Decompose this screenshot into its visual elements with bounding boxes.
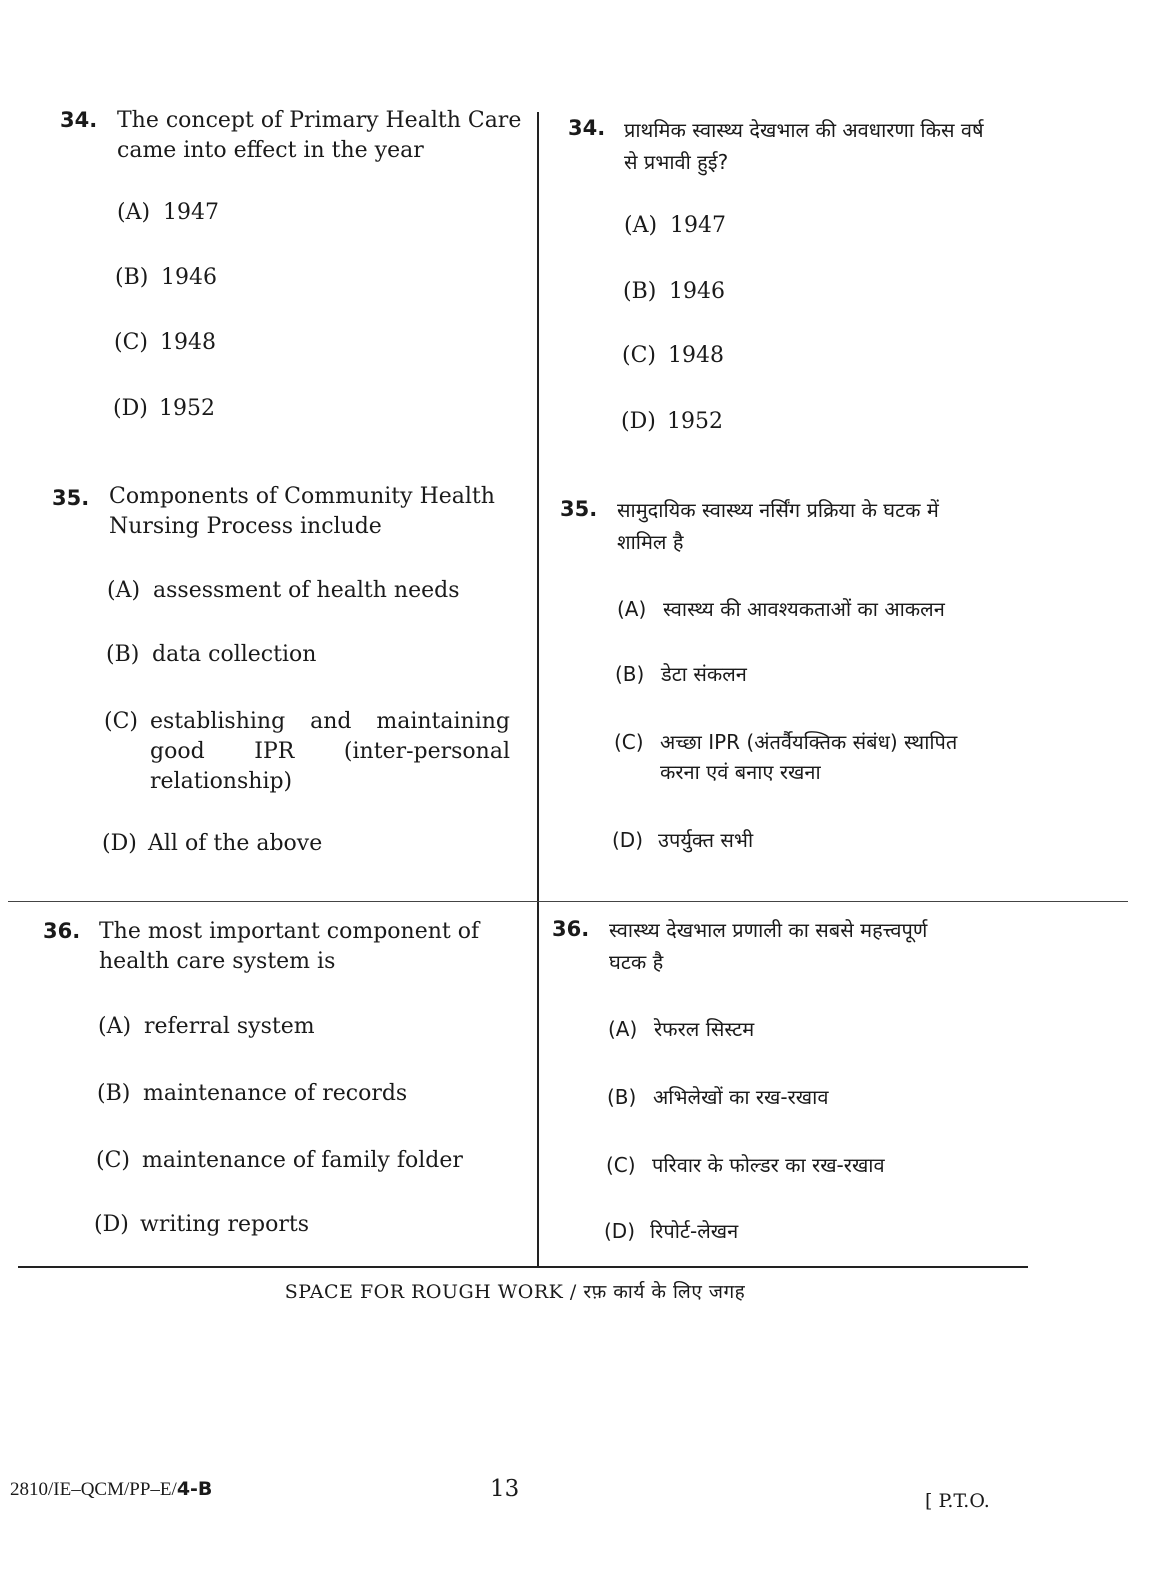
pto-label: [ P.T.O. [925, 1490, 990, 1512]
section-divider [8, 901, 1128, 902]
question-text: सामुदायिक स्वास्थ्य नर्सिंग प्रक्रिया के घटक में शामिल है [617, 498, 939, 554]
option-c: (C) 1948 [622, 343, 724, 368]
option-a: (A) 1947 [117, 200, 219, 225]
option-d: (D) 1952 [621, 409, 723, 434]
question-text: The most important component of health care system is [99, 919, 480, 974]
question-number: 34. [60, 108, 98, 132]
page-number: 13 [490, 1476, 520, 1502]
question-text: Components of Community Health Nursing Process include [109, 484, 495, 539]
option-a: (A) 1947 [624, 213, 726, 238]
option-c: (C) अच्छा IPR (अंतर्वैयक्तिक संबंध) स्थापित करना एवं बनाए रखना [614, 730, 958, 784]
rough-work-divider [18, 1266, 1028, 1268]
rough-work-caption: SPACE FOR ROUGH WORK / रफ़ कार्य के लिए जगह [284, 1281, 746, 1303]
option-b: (B) 1946 [623, 279, 725, 304]
option-a: (A) रेफरल सिस्टम [608, 1017, 755, 1041]
question-text: स्वास्थ्य देखभाल प्रणाली का सबसे महत्त्वपूर्ण घटक है [609, 918, 928, 974]
option-b: (B) अभिलेखों का रख-रखाव [607, 1085, 829, 1109]
option-c: (C) establishing and maintaining good IPR (inter-personal relationship) [104, 709, 510, 794]
option-c: (C) maintenance of family folder [96, 1148, 463, 1173]
question-text: प्राथमिक स्वास्थ्य देखभाल की अवधारणा किस वर्ष से प्रभावी हुई? [624, 118, 984, 174]
option-b: (B) डेटा संकलन [615, 662, 747, 686]
option-b: (B) 1946 [115, 265, 217, 290]
option-a: (A) referral system [98, 1014, 315, 1039]
question-text: The concept of Primary Health Care came into effect in the year [117, 108, 522, 163]
column-divider [537, 112, 539, 1267]
option-b: (B) data collection [106, 642, 317, 667]
option-d: (D) रिपोर्ट-लेखन [604, 1219, 739, 1243]
question-number: 35. [560, 497, 598, 521]
option-d: (D) 1952 [113, 396, 215, 421]
question-number: 34. [568, 116, 606, 140]
option-c: (C) 1948 [114, 330, 216, 355]
option-b: (B) maintenance of records [97, 1081, 408, 1106]
option-c: (C) परिवार के फोल्डर का रख-रखाव [606, 1153, 885, 1177]
option-d: (D) उपर्युक्त सभी [612, 828, 754, 852]
question-number: 36. [43, 919, 81, 943]
paper-code: 2810/IE–QCM/PP–E/4-B [10, 1478, 213, 1500]
option-d: (D) writing reports [94, 1212, 310, 1237]
option-a: (A) स्वास्थ्य की आवश्यकताओं का आकलन [617, 597, 945, 621]
question-number: 35. [52, 486, 90, 510]
option-d: (D) All of the above [102, 831, 323, 856]
option-a: (A) assessment of health needs [107, 578, 460, 603]
question-number: 36. [552, 917, 590, 941]
